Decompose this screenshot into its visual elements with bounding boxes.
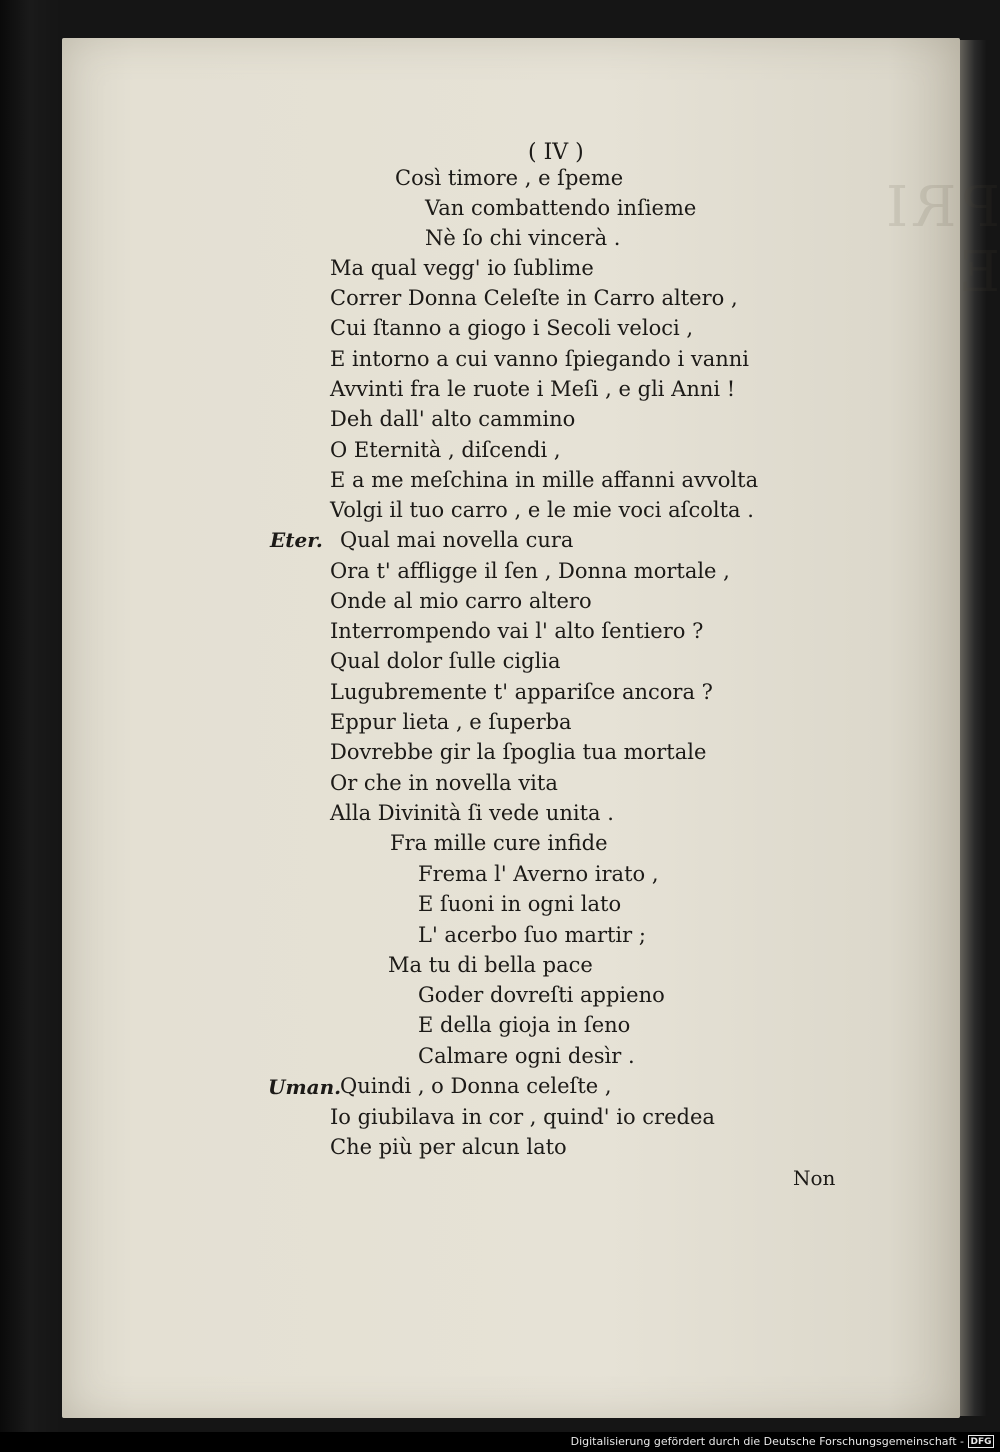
verse-line: Ma tu di bella pace bbox=[388, 953, 593, 977]
verse-line: O Eternità , diſcendi , bbox=[330, 438, 561, 462]
footer-credit: Digitalisierung gefördert durch die Deutsche Forschungsgemeinschaft - bbox=[570, 1435, 964, 1448]
verse-line: Volgi il tuo carro , e le mie voci aſcolta . bbox=[330, 498, 754, 522]
verse-line: Così timore , e ſpeme bbox=[395, 166, 624, 190]
verse-line: Dovrebbe gir la ſpoglia tua mortale bbox=[330, 740, 707, 764]
verse-line: Deh dall' alto cammino bbox=[330, 407, 576, 431]
verse-line: Goder dovreſti appieno bbox=[418, 983, 665, 1007]
verse-line: E della gioja in ſeno bbox=[418, 1013, 631, 1037]
verse-line: Fra mille cure infide bbox=[390, 831, 608, 855]
verse-line: Alla Divinità ſi vede unita . bbox=[330, 801, 614, 825]
verse-line: Avvinti fra le ruote i Meſi , e gli Anni ! bbox=[330, 377, 736, 401]
verse-line: Van combattendo inſieme bbox=[425, 196, 697, 220]
verse-line: Ora t' affligge il ſen , Donna mortale , bbox=[330, 559, 730, 583]
verse-line: Interrompendo vai l' alto ſentiero ? bbox=[330, 619, 704, 643]
catchword: Non bbox=[793, 1166, 836, 1190]
verse-line: Che più per alcun lato bbox=[330, 1135, 567, 1159]
page-header: ( IV ) bbox=[528, 140, 584, 165]
dfg-logo: DFG bbox=[968, 1435, 994, 1448]
verse-line: Ma qual vegg' io ſublime bbox=[330, 256, 594, 280]
speaker-label: Uman. bbox=[268, 1075, 342, 1099]
verse-line: Onde al mio carro altero bbox=[330, 589, 592, 613]
verse-line: Calmare ogni desìr . bbox=[418, 1044, 635, 1068]
verse-line: Quindi , o Donna celeſte , bbox=[340, 1074, 612, 1098]
verse-line: Io giubilava in cor , quind' io credea bbox=[330, 1105, 715, 1129]
verse-line: Qual mai novella cura bbox=[340, 528, 574, 552]
verse-line: Cui ſtanno a giogo i Secoli veloci , bbox=[330, 316, 694, 340]
verse-line: E ſuoni in ogni lato bbox=[418, 892, 622, 916]
verse-line: Or che in novella vita bbox=[330, 771, 558, 795]
verse-line: L' acerbo ſuo martir ; bbox=[418, 923, 646, 947]
verse-line: E intorno a cui vanno ſpiegando i vanni bbox=[330, 347, 749, 371]
verse-line: Frema l' Averno irato , bbox=[418, 862, 659, 886]
verse-line: Nè ſo chi vincerà . bbox=[425, 226, 621, 250]
verse-line: Correr Donna Celeſte in Carro altero , bbox=[330, 286, 738, 310]
bleed-through-text: PRI E bbox=[880, 175, 1000, 305]
footer-bar bbox=[0, 1432, 1000, 1452]
verse-line: Qual dolor ſulle ciglia bbox=[330, 649, 561, 673]
speaker-label: Eter. bbox=[270, 528, 323, 552]
verse-line: Lugubremente t' appariſce ancora ? bbox=[330, 680, 713, 704]
verse-line: E a me meſchina in mille affanni avvolta bbox=[330, 468, 759, 492]
verse-line: Eppur lieta , e ſuperba bbox=[330, 710, 572, 734]
